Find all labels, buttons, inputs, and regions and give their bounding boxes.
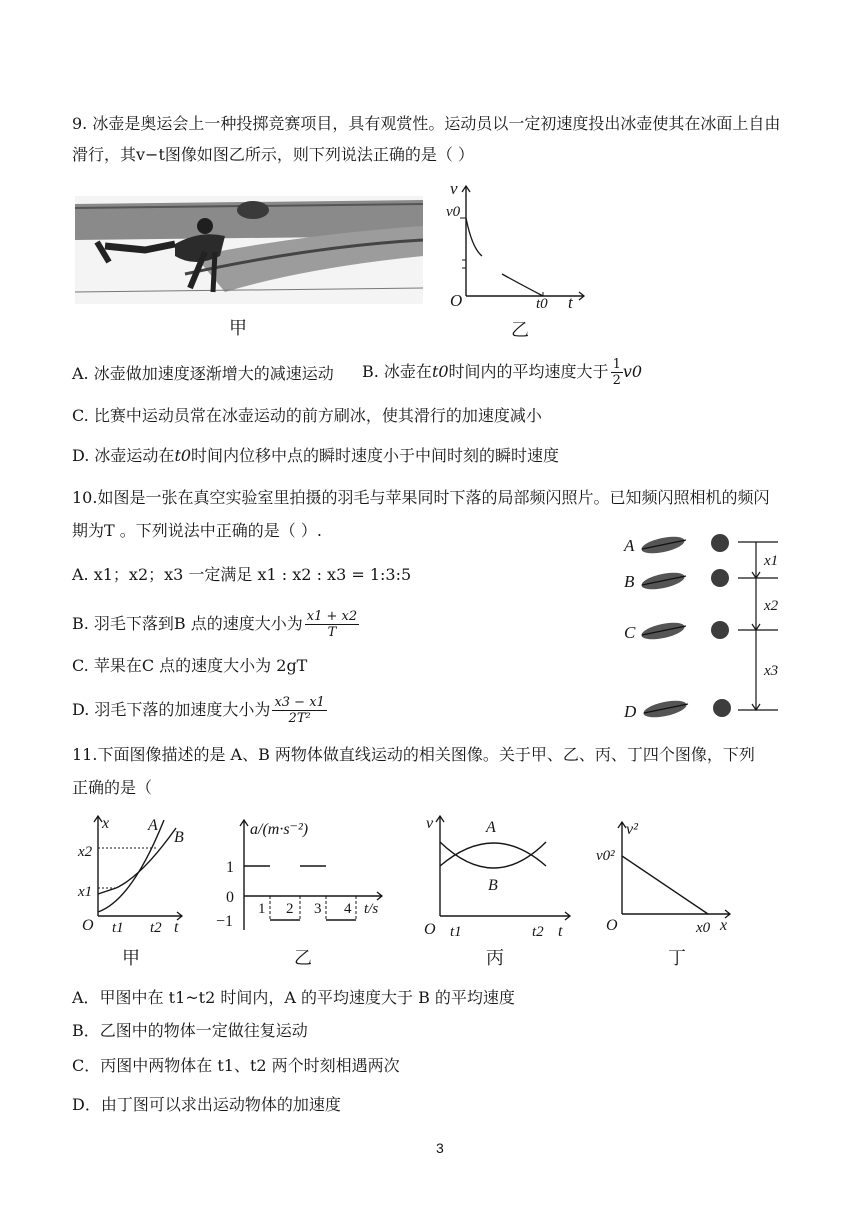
q10-option-b-pre: B. 羽毛下落到B 点的速度大小为 (72, 614, 303, 633)
feather-b (640, 570, 686, 593)
q9-option-b-numerator: 1 (612, 356, 621, 372)
jia-origin-label: O (82, 917, 94, 934)
point-c-label: C (624, 623, 636, 642)
jia-b-label: B (174, 829, 184, 846)
apple-a (711, 534, 729, 552)
q10-option-c: C. 苹果在C 点的速度大小为 2gT (72, 656, 308, 675)
q9-option-d-t0: t0 (174, 446, 192, 465)
yi-tick-1: 1 (226, 859, 234, 876)
feather-c (640, 620, 686, 643)
yi-tick-neg1: −1 (216, 913, 234, 930)
x3-label: x3 (764, 663, 779, 679)
bing-y-label: v (426, 815, 434, 832)
q9-option-b-pre: B. 冰壶在 (362, 362, 432, 381)
q9-stem-line2: 滑行，其v−t图像如图乙所示，则下列说法正确的是（ ） (72, 145, 474, 164)
q10-option-b-denominator: T (327, 624, 337, 640)
bing-a-label: A (486, 819, 496, 836)
q11-ding-caption: 丁 (668, 948, 686, 968)
jia-x1-label: x1 (78, 884, 93, 900)
feather-a (640, 534, 686, 557)
apple-b (711, 569, 729, 587)
yi-y-label: a/(m·s⁻²) (250, 821, 309, 838)
q11-option-a: A．甲图中在 t1~t2 时间内，A 的平均速度大于 B 的平均速度 (72, 988, 515, 1007)
q9-option-b-fraction (611, 357, 623, 388)
q9-vt-graph (440, 178, 590, 313)
yi-tick-0: 0 (226, 889, 234, 906)
jia-a-label: A (148, 817, 158, 834)
q11-option-d: D．由丁图可以求出运动物体的加速度 (72, 1095, 341, 1114)
vt-v0-label: v0 (446, 204, 461, 220)
yi-x-tick-1: 1 (258, 901, 266, 917)
q10-option-d-numerator: x3 − x1 (274, 694, 325, 710)
q10-option-a: A. x1；x2；x3 一定满足 x1 : x2 : x3 = 1:3:5 (72, 565, 412, 584)
point-d-label: D (624, 702, 637, 721)
q10-stem-line1: 10.如图是一张在真空实验室里拍摄的羽毛与苹果同时下落的局部频闪照片。已知频闪照相机的频闪 (72, 488, 770, 507)
page-number: 3 (436, 1140, 444, 1156)
q9-stem-line1: 9. 冰壶是奥运会上一种投掷竞赛项目，具有观赏性。运动员以一定初速度投出冰壶使其在冰面上自由 (72, 114, 781, 133)
q11-option-c: C．丙图中两物体在 t1、t2 两个时刻相遇两次 (72, 1056, 400, 1075)
q9-fig-yi-caption: 乙 (511, 320, 529, 340)
q11-graph-ding (592, 812, 742, 940)
jia-x2-label: x2 (78, 844, 93, 860)
ding-y-label: v² (626, 821, 638, 838)
ding-v0sq-label: v0² (596, 848, 615, 864)
yi-x-tick-2: 2 (286, 901, 294, 917)
apple-c (711, 621, 729, 639)
bing-origin-label: O (424, 921, 436, 938)
q10-strobe-figure (618, 525, 798, 730)
vt-origin-label: O (450, 291, 463, 310)
q10-option-b-numerator: x1 + x2 (306, 608, 358, 624)
ding-origin-label: O (606, 917, 618, 934)
q11-yi-caption: 乙 (294, 948, 312, 968)
x2-label: x2 (764, 598, 779, 614)
q10-option-d-pre: D. 羽毛下落的加速度大小为 (72, 700, 271, 719)
q9-option-d-post: 时间内位移中点的瞬时速度小于中间时刻的瞬时速度 (191, 446, 560, 465)
ding-x-label: x (720, 917, 728, 934)
q11-jia-caption: 甲 (122, 948, 140, 968)
x1-label: x1 (764, 553, 779, 569)
q11-bing-caption: 丙 (486, 948, 504, 968)
q11-graph-bing (420, 808, 580, 942)
curling-photo (75, 196, 423, 304)
q9-option-b-t0: t0 (431, 362, 449, 381)
q9-option-b-v0: v0 (622, 362, 643, 381)
ding-x0-label: x0 (696, 920, 711, 936)
bing-b-label: B (488, 877, 498, 894)
q10-option-b-fraction (305, 609, 359, 640)
vt-v-label: v (450, 179, 458, 198)
jia-t-label: t (174, 919, 179, 936)
q9-option-d (72, 446, 559, 466)
q11-graph-yi (214, 812, 394, 940)
q11-stem-line2: 正确的是（ (72, 778, 153, 797)
q11-graph-jia (72, 808, 202, 940)
vt-t-label: t (568, 293, 573, 312)
q9-option-d-pre: D. 冰壶运动在 (72, 446, 175, 465)
vt-t0-label: t0 (536, 296, 548, 312)
q9-option-b (362, 352, 642, 392)
apple-d (713, 699, 731, 717)
jia-y-label: x (102, 815, 110, 832)
point-b-label: B (624, 572, 635, 591)
q9-option-b-mid: 时间内的平均速度大于 (448, 362, 609, 381)
q10-stem-line2: 期为T 。下列说法中正确的是（ ）. (72, 521, 322, 540)
q10-option-b (72, 604, 359, 644)
bing-t1-label: t1 (450, 924, 462, 940)
bing-t2-label: t2 (532, 924, 544, 940)
q11-option-b: B．乙图中的物体一定做往复运动 (72, 1021, 308, 1040)
yi-x-tick-3: 3 (314, 901, 322, 917)
q10-option-d (72, 690, 327, 730)
q11-stem-line1: 11.下面图像描述的是 A、B 两物体做直线运动的相关图像。关于甲、乙、丙、丁四个图像，下列 (72, 745, 755, 764)
bing-t-label: t (558, 923, 563, 940)
q10-option-d-denominator: 2T² (288, 710, 311, 726)
point-a-label: A (624, 536, 635, 555)
jia-t1-label: t1 (112, 920, 124, 936)
q9-option-c: C. 比赛中运动员常在冰壶运动的前方刷冰，使其滑行的加速度减小 (72, 406, 542, 425)
q10-option-d-fraction (272, 695, 326, 726)
q9-option-b-denominator: 2 (612, 372, 621, 388)
q9-option-a: A. 冰壶做加速度逐渐增大的减速运动 (72, 364, 334, 383)
yi-x-tick-4: 4 (344, 901, 352, 917)
feather-d (642, 698, 688, 721)
yi-x-label: t/s (364, 901, 379, 917)
q9-fig-jia-caption: 甲 (229, 318, 247, 338)
jia-t2-label: t2 (150, 920, 162, 936)
